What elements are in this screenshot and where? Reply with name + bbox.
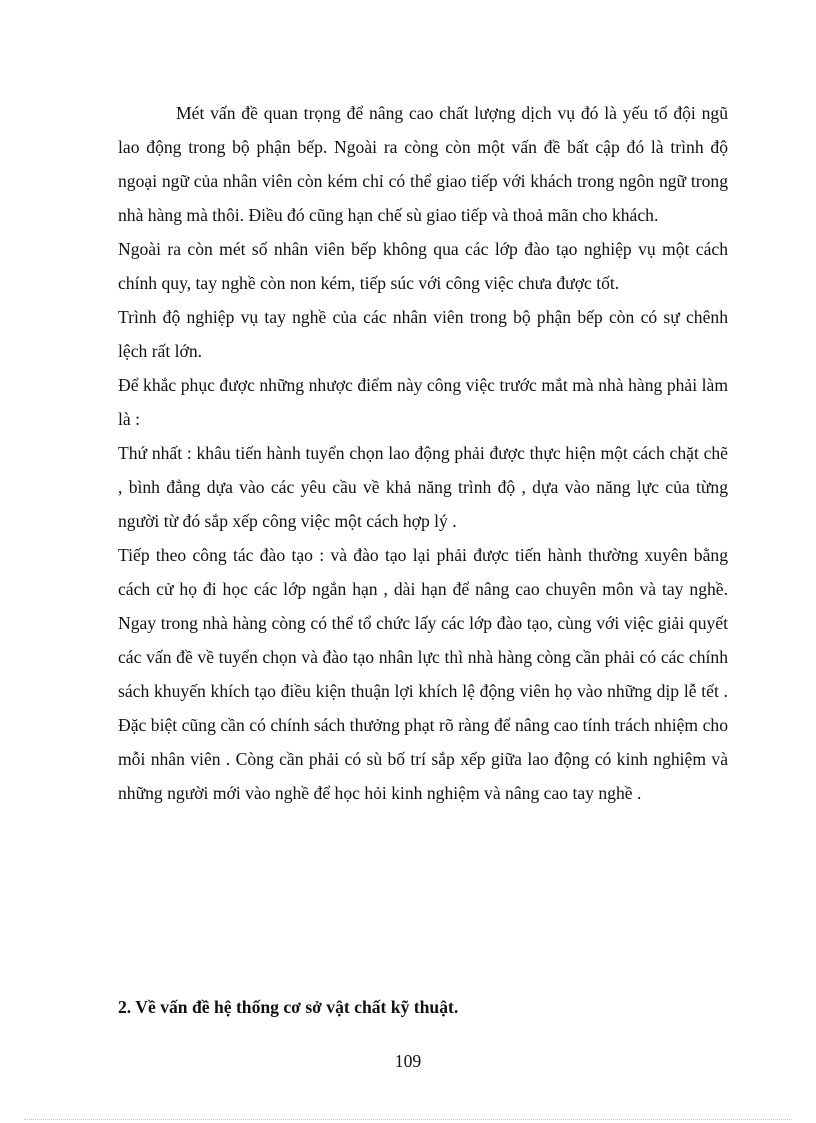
paragraph-staff-quality: Mét vấn đề quan trọng để nâng cao chất lượng dịch vụ đó là yếu tố đội ngũ lao động trong bộ phận bếp. Ngoài ra còng còn một vấn đề bất cập đó là trình độ ngoại ngữ của nhân viên còn kém chỉ có thể giao tiếp với khách trong ngôn ngữ trong nhà hàng mà thôi. Điều đó cũng hạn chế sù giao tiếp và thoả mãn cho khách. bbox=[118, 103, 728, 225]
paragraph-remedy-intro: Để khắc phục được những nhược điểm này công việc trước mắt mà nhà hàng phải làm là : bbox=[118, 375, 728, 429]
paragraph-untrained-staff: Ngoài ra còn mét số nhân viên bếp không qua các lớp đào tạo nghiệp vụ một cách chính quy, tay nghề còn non kém, tiếp súc với công việc chưa được tốt. bbox=[118, 239, 728, 293]
page-bottom-divider bbox=[24, 1119, 792, 1120]
paragraph-skill-gap: Trình độ nghiệp vụ tay nghề của các nhân viên trong bộ phận bếp còn có sự chênh lệch rất lớn. bbox=[118, 307, 728, 361]
body-text bbox=[118, 96, 728, 810]
page-number: 109 bbox=[394, 1051, 422, 1071]
paragraph-first-measure: Thứ nhất : khâu tiến hành tuyển chọn lao động phải được thực hiện một cách chặt chẽ , bình đẳng dựa vào các yêu cầu về khả năng trình độ , dựa vào năng lực của từng người từ đó sắp xếp công việc một cách hợp lý . bbox=[118, 443, 728, 531]
paragraph-training: Tiếp theo công tác đào tạo : và đào tạo lại phải được tiến hành thường xuyên bằng cách cử họ đi học các lớp ngắn hạn , dài hạn để nâng cao chuyên môn và tay nghề. Ngay trong nhà hàng còng có thể tổ chức lấy các lớp đào tạo, cùng với việc giải quyết các vấn đề về tuyển chọn và đào tạo nhân lực thì nhà hàng còng cần phải có các chính sách khuyến khích tạo điều kiện thuận lợi khích lệ động viên họ vào những dịp lễ tết . Đặc biệt cũng cần có chính sách thưởng phạt rõ ràng để nâng cao tính trách nhiệm cho mỗi nhân viên . Còng cần phải có sù bố trí sắp xếp giữa lao động có kinh nghiệm và những người mới vào nghề để học hỏi kinh nghiệm và nâng cao tay nghề . bbox=[118, 545, 728, 803]
section-heading: 2. Về vấn đề hệ thống cơ sở vật chất kỹ thuật. bbox=[118, 997, 459, 1017]
